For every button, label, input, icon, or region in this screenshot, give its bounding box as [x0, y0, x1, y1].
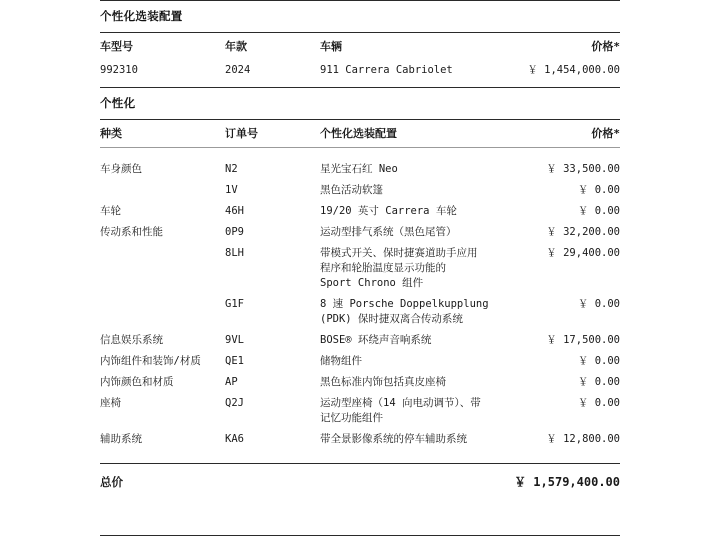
table-row: [100, 371, 620, 392]
option-description: [320, 179, 510, 200]
option-category: 辅助系统: [100, 433, 142, 445]
option-order-no: G1F: [225, 298, 244, 310]
vehicle-table: [100, 33, 620, 87]
total-label: 总价: [100, 475, 123, 489]
option-description-main: 运动型排气系统（黑色尾管）: [320, 226, 457, 238]
option-order-no: 46H: [225, 205, 244, 217]
options-table: [100, 120, 620, 147]
option-price: ￥ 0.00: [577, 298, 620, 310]
option-description: [320, 428, 510, 449]
option-description-main: 带模式开关、保时捷赛道助手应用: [320, 247, 478, 259]
option-price: ￥ 0.00: [577, 184, 620, 196]
vehicle-model-value: 992310: [100, 64, 138, 76]
option-description: [320, 329, 510, 350]
options-header-price: 价格*: [591, 127, 620, 140]
table-row: [100, 200, 620, 221]
option-category: 信息娱乐系统: [100, 334, 163, 346]
options-rows: [100, 158, 620, 449]
option-price: ￥ 0.00: [577, 397, 620, 409]
option-order-no: AP: [225, 376, 238, 388]
section-title-configuration: 个性化选装配置: [100, 9, 183, 23]
section-title-options: 个性化: [100, 96, 136, 110]
option-price: ￥ 32,200.00: [546, 226, 620, 238]
table-row: [100, 350, 620, 371]
option-description-main: 运动型座椅（14 向电动调节）、带: [320, 397, 481, 409]
option-category: 内饰颜色和材质: [100, 376, 174, 388]
option-price: ￥ 17,500.00: [546, 334, 620, 346]
option-category: [100, 293, 225, 329]
option-description: [320, 200, 510, 221]
options-header-description: 个性化选装配置: [320, 127, 397, 140]
option-description: [320, 392, 510, 428]
options-top-spacer: [100, 148, 620, 158]
option-description-extra: Sport Chrono 组件: [320, 277, 424, 289]
option-order-no: N2: [225, 163, 238, 175]
option-description: [320, 242, 510, 293]
option-description-extra: 记忆功能组件: [320, 412, 383, 424]
vehicle-header-vehicle: 车辆: [320, 40, 342, 53]
option-description-main: 黑色标准内饰包括真皮座椅: [320, 376, 446, 388]
option-category: 内饰组件和装饰/材质: [100, 355, 201, 367]
option-category: [100, 179, 225, 200]
option-description-extra: (PDK) 保时捷双离合传动系统: [320, 313, 463, 325]
option-description: [320, 371, 510, 392]
options-header-order-no: 订单号: [225, 127, 258, 140]
option-order-no: 1V: [225, 184, 238, 196]
vehicle-year-value: 2024: [225, 64, 251, 76]
vehicle-header-price: 价格*: [591, 40, 620, 53]
total-spacer: [100, 449, 620, 463]
option-price: ￥ 0.00: [577, 355, 620, 367]
option-description: [320, 350, 510, 371]
option-category: 座椅: [100, 397, 121, 409]
options-table-header-row: [100, 120, 620, 147]
option-description-main: 8 速 Porsche Doppelkupplung: [320, 298, 489, 310]
option-order-no: 0P9: [225, 226, 244, 238]
option-category: 车身颜色: [100, 163, 142, 175]
option-order-no: 8LH: [225, 247, 244, 259]
table-row: [100, 221, 620, 242]
table-row: [100, 242, 620, 293]
table-row: [100, 179, 620, 200]
vehicle-header-model: 车型号: [100, 40, 133, 53]
option-category: 车轮: [100, 205, 121, 217]
option-description: [320, 158, 510, 179]
option-description-main: 19/20 英寸 Carrera 车轮: [320, 205, 457, 217]
vehicle-name-value: 911 Carrera Cabriolet: [320, 64, 453, 76]
option-description-main: BOSE® 环绕声音响系统: [320, 334, 432, 346]
option-price: ￥ 12,800.00: [546, 433, 620, 445]
total-value: ￥ 1,579,400.00: [514, 475, 620, 489]
option-order-no: 9VL: [225, 334, 244, 346]
vehicle-price-value: ￥ 1,454,000.00: [527, 64, 620, 76]
option-price: ￥ 33,500.00: [546, 163, 620, 175]
option-price: ￥ 29,400.00: [546, 247, 620, 259]
option-description: [320, 293, 510, 329]
options-body-table: [100, 158, 620, 449]
table-row: [100, 329, 620, 350]
option-order-no: KA6: [225, 433, 244, 445]
option-description-main: 星光宝石红 Neo: [320, 163, 398, 175]
options-header-category: 种类: [100, 127, 122, 140]
table-row: [100, 60, 620, 87]
option-description-main: 储物组件: [320, 355, 362, 367]
table-row: [100, 428, 620, 449]
table-row: [100, 158, 620, 179]
vehicle-table-header-row: [100, 33, 620, 60]
option-order-no: Q2J: [225, 397, 244, 409]
option-order-no: QE1: [225, 355, 244, 367]
option-description-extra: 程序和轮胎温度显示功能的: [320, 262, 446, 274]
bottom-divider: [100, 535, 620, 536]
vehicle-header-year: 年款: [225, 40, 247, 53]
option-price: ￥ 0.00: [577, 376, 620, 388]
table-row: [100, 293, 620, 329]
option-price: ￥ 0.00: [577, 205, 620, 217]
total-row: [100, 464, 620, 499]
option-category: 传动系和性能: [100, 226, 163, 238]
option-description-main: 黑色活动软篷: [320, 184, 383, 196]
option-description-main: 带全景影像系统的停车辅助系统: [320, 433, 467, 445]
option-category: [100, 242, 225, 293]
option-description: [320, 221, 510, 242]
table-row: [100, 392, 620, 428]
